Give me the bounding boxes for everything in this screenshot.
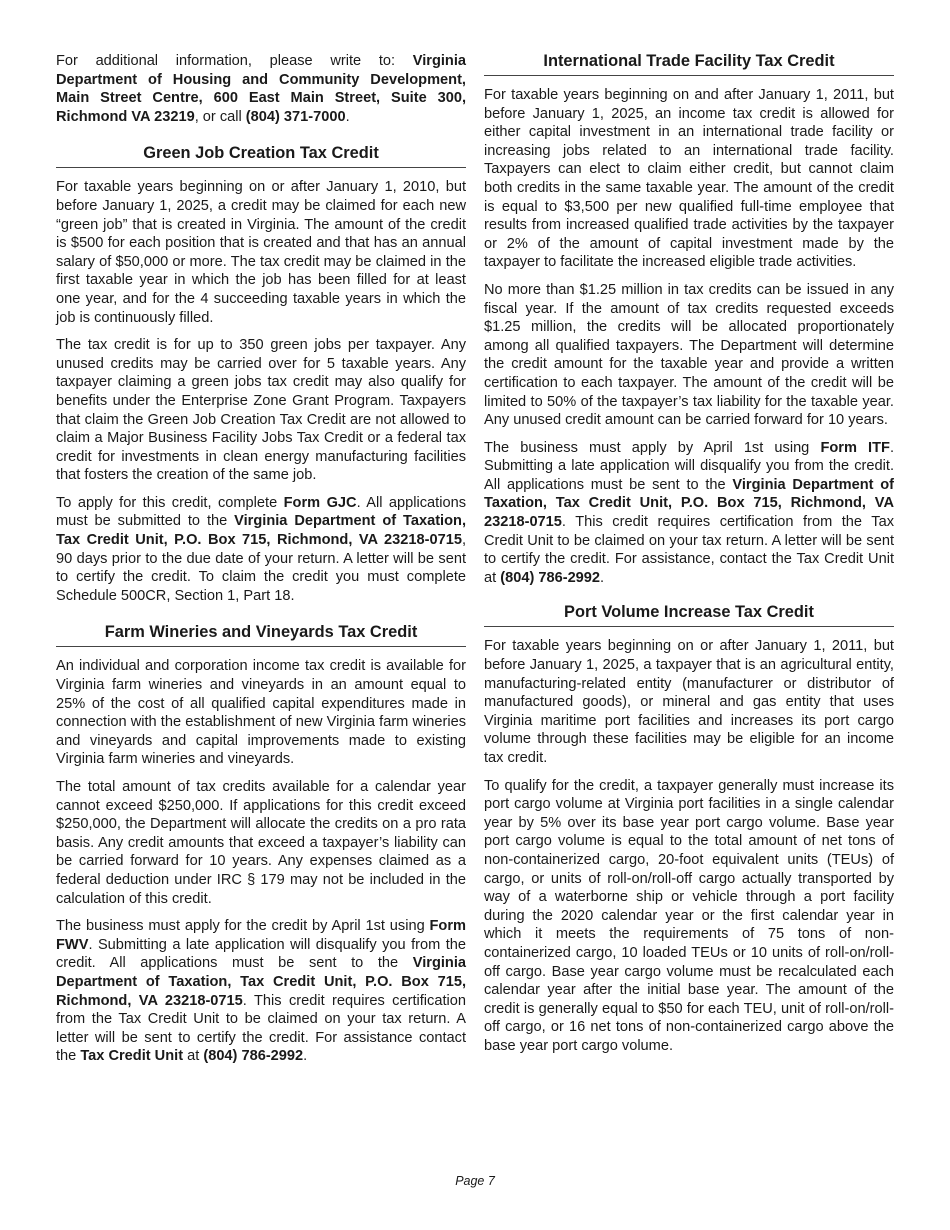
green-job-paragraph-2: The tax credit is for up to 350 green jobs per taxpayer. Any unused credits may be carried over for 5 taxable years. Any taxpayer claiming a green jobs tax credit may also qualify for benefits under the Enterprise Zone Grant Program. Taxpayers that claim the Green Job Creation Tax Credit are not allowed to claim a Major Business Facility Jobs Tax Credit or a federal tax credit for investments in clean energy manufacturing facilities that fosters the creation of the same job. (56, 337, 466, 484)
international-trade-paragraph-3: The business must apply by April 1st using Form ITF. Submitting a late application will disqualify you from the credit. All applications must be sent to the Virginia Department of Taxation, Tax Credit Unit, P.O. Box 715, Richmond, VA 23218-0715. This credit requires certification from the Tax Credit Unit to be claimed on your tax return. A letter will be sent to certify the credit. For assistance, contact the Tax Credit Unit at (804) 786-2992. (484, 439, 894, 586)
farm-wineries-paragraph-2: The total amount of tax credits available for a calendar year cannot exceed $250,000. If applications for this credit exceed $250,000, the Department will allocate the credits on a pro rata basis. Any credit amounts that exceed a taxpayer’s liability can be carried forward for 10 years. Any expenses claimed as a federal deduction under IRC § 179 may not be included in the calculation of this credit. (56, 779, 466, 907)
tax-credit-unit-phone: (804) 786-2992 (500, 569, 601, 586)
tax-credit-unit-address: Virginia Department of Taxation, Tax Credit Unit, P.O. Box 715, Richmond, VA 23218-0715 (56, 955, 466, 1009)
tax-credit-unit-address: Virginia Department of Taxation, Tax Credit Unit, P.O. Box 715, Richmond, VA 23218-0715 (484, 476, 894, 531)
farm-wineries-heading: Farm Wineries and Vineyards Tax Credit (56, 623, 466, 647)
page-number: Page 7 (455, 1174, 495, 1188)
green-job-heading: Green Job Creation Tax Credit (56, 144, 466, 168)
right-column (484, 52, 894, 1065)
dhcd-address: Virginia Department of Housing and Community Development, Main Street Centre, 600 East Main Street, Suite 300, Richmond VA 23219 (56, 53, 466, 125)
port-volume-paragraph-1: For taxable years beginning on or after January 1, 2011, but before January 1, 2025, a taxpayer that is an agricultural entity, manufacturing-related entity (manufacturer or distributor of manufactured goods), or mineral and gas entity that uses Virginia maritime port facilities and increases its port cargo volume through these facilities may be eligible for an income tax credit. (484, 638, 894, 766)
green-job-paragraph-1: For taxable years beginning on or after January 1, 2010, but before January 1, 2025, a credit may be claimed for each new “green job” that is created in Virginia. The amount of the credit is $500 for each position that is created and that has an annual salary of $50,000 or more. The tax credit may be claimed in the first taxable year in which the job has been filled for at least one year, and for the 4 succeeding taxable years in which the job is continuously filled. (56, 179, 466, 326)
tax-credit-unit-address: Virginia Department of Taxation, Tax Credit Unit, P.O. Box 715, Richmond, VA 23218-0715 (56, 513, 466, 549)
left-column (56, 52, 466, 1075)
form-fwv: Form FWV (56, 918, 466, 953)
form-itf: Form ITF (820, 439, 890, 456)
port-volume-heading: Port Volume Increase Tax Credit (484, 603, 894, 627)
tax-credit-unit-phone: (804) 786-2992 (203, 1048, 304, 1065)
green-job-paragraph-3: To apply for this credit, complete Form GJC. All applications must be submitted to the Virginia Department of Taxation, Tax Credit Unit, P.O. Box 715, Richmond, VA 23218-0715, 90 days prior to the due date of your return. A letter will be sent to certify the credit. To claim the credit you must complete Schedule 500CR, Section 1, Part 18. (56, 494, 466, 604)
tax-credit-unit-name: Tax Credit Unit (80, 1048, 184, 1065)
farm-wineries-paragraph-1: An individual and corporation income tax credit is available for Virginia farm wineries and vineyards in an amount equal to 25% of the cost of all qualified capital expenditures made in connection with the establishment of new Virginia farm wineries and vineyards and capital improvements made to existing Virginia farm wineries and vineyards. (56, 658, 466, 768)
international-trade-paragraph-1: For taxable years beginning on and after January 1, 2011, but before January 1, 2025, an income tax credit is allowed for either capital investment in an international trade facility or increasing jobs related to an international trade facility. Taxpayers can elect to claim either credit, but cannot claim both credits in the same taxable year. The amount of the credit is equal to $3,500 per new qualified full-time employee that results from increased qualified trade activities by the taxpayer or 2% of the amount of capital investment made by the taxpayer to facilitate the increased eligible trade activities. (484, 87, 894, 271)
farm-wineries-paragraph-3: The business must apply for the credit by April 1st using Form FWV. Submitting a late application will disqualify you from the credit. All applications must be sent to the Virginia Department of Taxation, Tax Credit Unit, P.O. Box 715, Richmond, VA 23218-0715. This credit requires certification from the Tax Credit Unit to be claimed on your tax return. A letter will be sent to certify the credit. For assistance contact the Tax Credit Unit at (804) 786-2992. (56, 918, 466, 1065)
form-gjc: Form GJC (283, 494, 357, 511)
port-volume-paragraph-2: To qualify for the credit, a taxpayer generally must increase its port cargo volume at Virginia port facilities in a single calendar year by 5% over its base year port cargo volume. Base year port cargo volume is equal to the total amount of net tons of non-containerized cargo, 20-foot equivalent units (TEUs) of cargo, or units of roll-on/roll-off cargo actually transported by way of a waterborne ship or vehicle through a port facility during the 2020 calendar year or the first calendar year in which it meets the requirements of 75 tons of non-containerized cargo, 10 loaded TEUs or 10 units of roll-on/roll-off cargo. Base year cargo volume must be recalculated each calendar year after the initial base year. The amount of the credit is generally equal to $50 for each TEU, unit of roll-on/roll-off cargo, or 16 net tons of non-containerized cargo above the base year port cargo volume. (484, 777, 894, 1054)
international-trade-heading: International Trade Facility Tax Credit (484, 52, 894, 76)
dhcd-phone: (804) 371-7000 (245, 108, 346, 125)
international-trade-paragraph-2: No more than $1.25 million in tax credits can be issued in any fiscal year. If the amount of tax credits requested exceeds $1.25 million, the credits will be allocated proportionately among all qualified taxpayers. The Department will determine the credit amount for the taxable year and provide a written certification to each taxpayer. The amount of the credit will be limited to 50% of the taxpayer’s tax liability for the taxable year. Any unused credit amount can be carried forward for 10 years. (484, 281, 894, 429)
contact-paragraph: For additional information, please write to: Virginia Department of Housing and Community Development, Main Street Centre, 600 East Main Street, Suite 300, Richmond VA 23219, or call (804) 371-7000. (56, 53, 466, 125)
